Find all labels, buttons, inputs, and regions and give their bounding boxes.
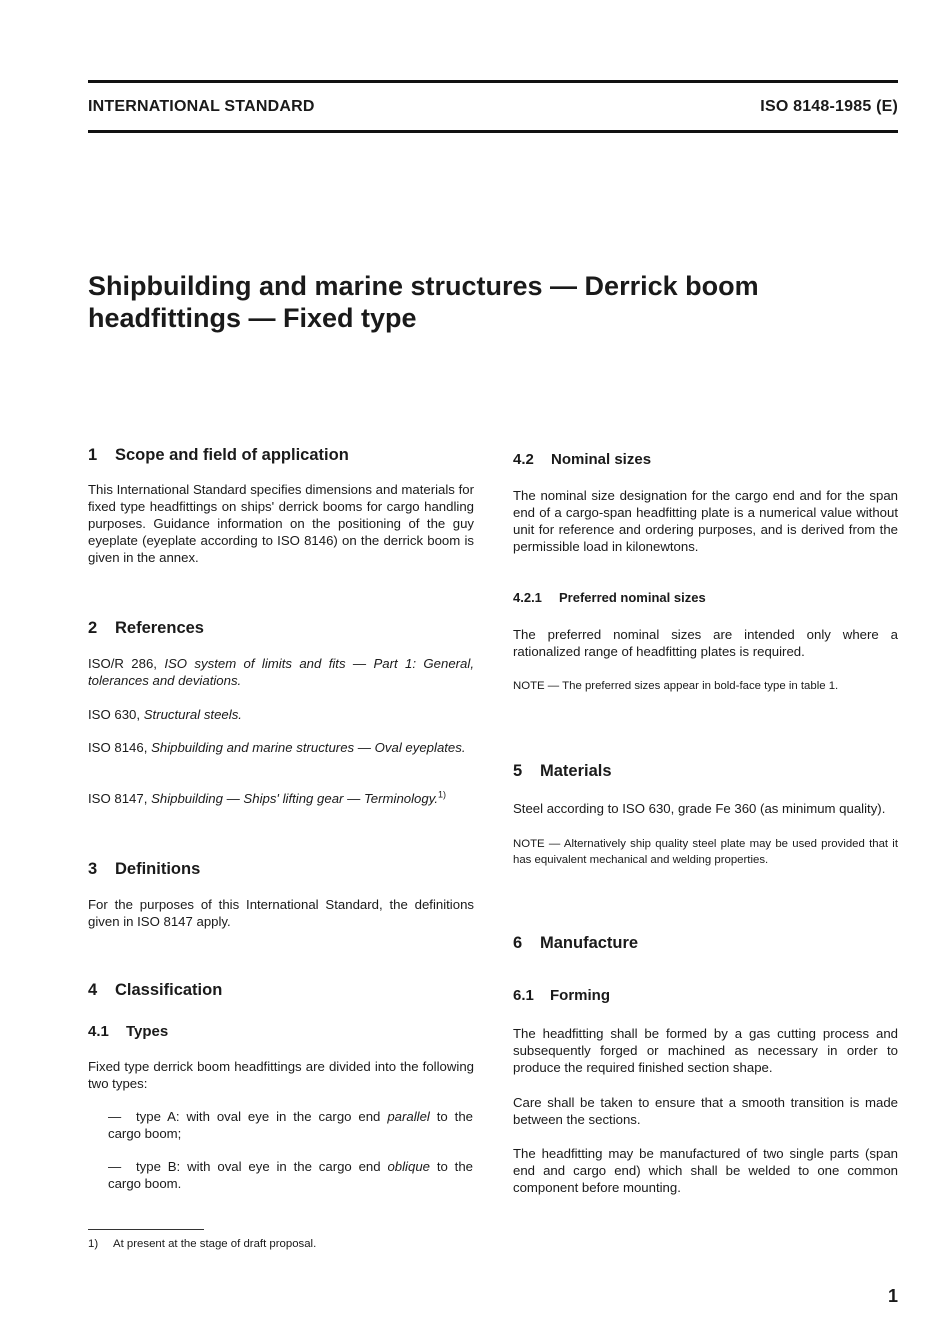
- footnote-marker: 1): [438, 789, 447, 800]
- section-3-text: For the purposes of this International Standard, the definitions given in ISO 8147 apply.: [88, 897, 474, 929]
- forming-paragraph-1: The headfitting shall be formed by a gas cutting process and subsequently forged or machined as necessary in order to produce the required finished section shape.: [513, 1026, 898, 1075]
- section-title: Scope and field of application: [115, 446, 349, 464]
- subsection-4-2-1-text: The preferred nominal sizes are intended only where a rationalized range of headfitting plates is required.: [513, 627, 898, 659]
- emphasis: parallel: [387, 1109, 430, 1124]
- section-number: 3: [88, 860, 98, 878]
- title-line-1: Shipbuilding and marine structures — Derrick boom: [88, 271, 759, 301]
- footnote-rule: [88, 1229, 204, 1230]
- subsection-4-2-heading: [513, 451, 651, 468]
- section-1-text: This International Standard specifies dimensions and materials for fixed type headfittings on ships' derrick booms for cargo handling purposes. Guidance information on the positioning of the guy eyeplate (eyeplate according to ISO 8146) on the derrick boom is given in the annex.: [88, 482, 474, 565]
- reference-code: ISO 8147,: [88, 791, 148, 806]
- section-number: 1: [88, 446, 98, 464]
- reference-title: ISO system of limits and fits — Part 1: General, tolerances and deviations.: [88, 656, 474, 688]
- list-text: to the cargo boom;: [108, 1109, 473, 1141]
- emphasis: oblique: [387, 1159, 430, 1174]
- section-6-heading: [513, 934, 638, 953]
- forming-paragraph-3: The headfitting may be manufactured of two single parts (span end and cargo end) which shall be welded to one common component before mounting.: [513, 1146, 898, 1195]
- subsection-6-1-heading: [513, 987, 610, 1004]
- section-title: Manufacture: [540, 934, 639, 952]
- page-number: 1: [887, 1286, 898, 1306]
- section-number: 6: [513, 934, 523, 952]
- reference-code: ISO 8146,: [88, 740, 148, 755]
- title-line-2: headfittings — Fixed type: [88, 303, 417, 333]
- list-item-type-b: [108, 1158, 473, 1192]
- section-title: References: [115, 619, 204, 637]
- section-number: 2: [88, 619, 98, 637]
- note-preferred-sizes: NOTE — The preferred sizes appear in bold-face type in table 1.: [513, 680, 839, 692]
- header-rule: [88, 130, 898, 133]
- list-text: to the cargo boom.: [108, 1159, 473, 1191]
- reference-iso-8146: [88, 739, 474, 756]
- section-number: 5: [513, 762, 523, 780]
- subsection-number: 4.2: [513, 451, 534, 468]
- footnote-mark: 1): [88, 1238, 99, 1250]
- list-dash: —: [108, 1109, 122, 1124]
- list-dash: —: [108, 1159, 122, 1174]
- footnote: [88, 1238, 316, 1250]
- section-1-heading: [88, 446, 349, 465]
- note-ship-quality-steel: NOTE — Alternatively ship quality steel plate may be used provided that it has equivalent mechanical and welding properties.: [513, 838, 898, 866]
- reference-code: ISO/R 286,: [88, 656, 157, 671]
- section-title: Definitions: [115, 860, 201, 878]
- section-2-heading: [88, 619, 204, 638]
- subsection-number: 4.1: [88, 1023, 109, 1040]
- section-title: Classification: [115, 981, 223, 999]
- footnote-text: At present at the stage of draft proposal.: [113, 1238, 317, 1250]
- section-title: Materials: [540, 762, 612, 780]
- reference-iso-630: [88, 706, 474, 723]
- section-3-heading: [88, 860, 200, 879]
- subsection-4-1-text: Fixed type derrick boom headfittings are divided into the following two types:: [88, 1059, 474, 1091]
- section-number: 4: [88, 981, 98, 999]
- reference-iso-r-286: [88, 655, 474, 689]
- subsection-4-2-1-heading: [513, 590, 706, 605]
- subsection-number: 6.1: [513, 987, 534, 1004]
- subsection-4-2-text: The nominal size designation for the cargo end and for the span end of a cargo-span headfitting plate is a numerical value without unit for reference and ordering purposes, and is derived from the permissible load in kilonewtons.: [513, 488, 898, 554]
- reference-title: Structural steels.: [143, 707, 242, 722]
- list-text: type B: with oval eye in the cargo end: [136, 1159, 388, 1174]
- subsection-title: Types: [126, 1023, 169, 1040]
- reference-code: ISO 630,: [88, 707, 141, 722]
- section-4-heading: [88, 981, 222, 1000]
- section-5-text: Steel according to ISO 630, grade Fe 360 (as minimum quality).: [513, 801, 886, 816]
- document-category: INTERNATIONAL STANDARD: [88, 98, 315, 115]
- subsection-number: 4.2.1: [513, 590, 542, 605]
- forming-paragraph-2: Care shall be taken to ensure that a smooth transition is made between the sections.: [513, 1095, 898, 1127]
- list-item-type-a: [108, 1108, 473, 1142]
- document-number: ISO 8148-1985 (E): [760, 98, 898, 115]
- top-rule: [88, 80, 898, 83]
- list-text: type A: with oval eye in the cargo end: [136, 1109, 388, 1124]
- section-5-heading: [513, 762, 612, 781]
- subsection-title: Preferred nominal sizes: [559, 590, 706, 605]
- reference-iso-8147: [88, 790, 474, 807]
- subsection-title: Forming: [550, 987, 610, 1004]
- reference-title: Shipbuilding and marine structures — Oval eyeplates.: [151, 740, 466, 755]
- page-title: [88, 270, 888, 334]
- reference-title: Shipbuilding — Ships' lifting gear — Terminology.: [151, 791, 438, 806]
- subsection-4-1-heading: [88, 1023, 168, 1040]
- subsection-title: Nominal sizes: [551, 451, 652, 468]
